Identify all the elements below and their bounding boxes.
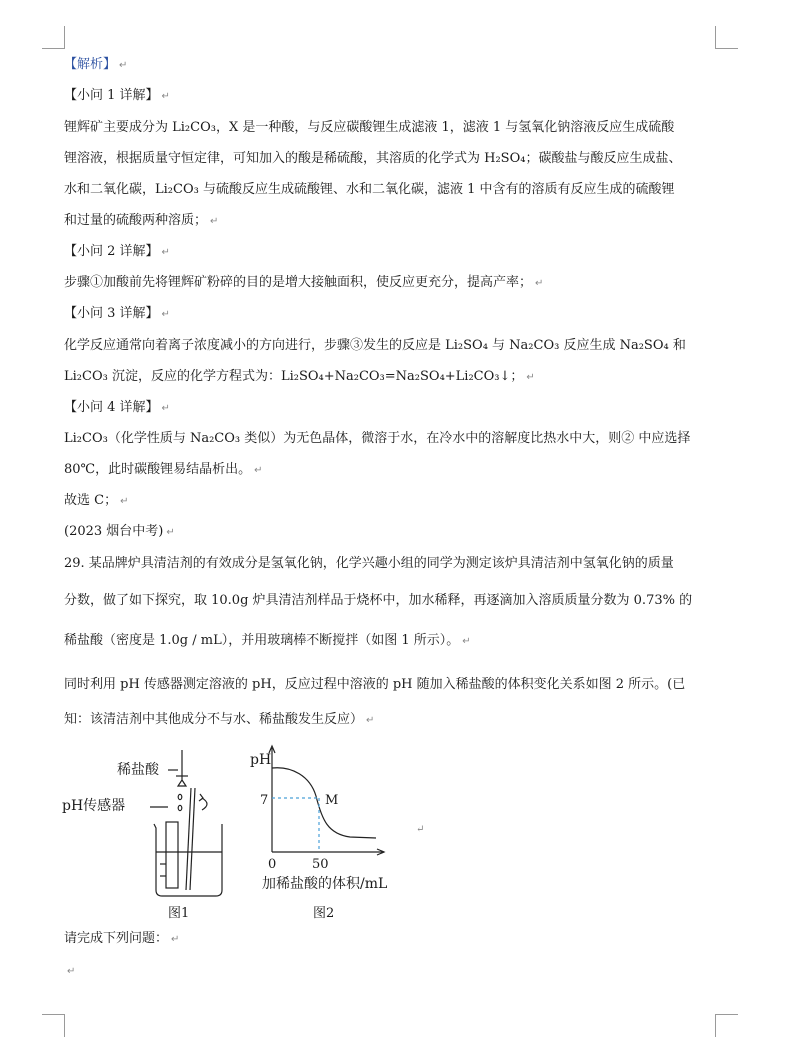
stir-arrow [202,798,207,810]
drop [178,805,182,810]
paragraph-line: 步骤①加酸前先将锂辉矿粉碎的目的是增大接触面积，使反应更充分，提高产率； ↵ [64,275,544,290]
paragraph-line: 化学反应通常向着离子浓度减小的方向进行，步骤③发生的反应是 Li₂SO₄ 与 Na₂CO₃ 反应生成 Na₂SO₄ 和 [64,338,686,353]
answer-line: 故选 C； ↵ [64,493,129,508]
x-axis-label: 加稀盐酸的体积/mL [262,876,388,892]
analysis-heading: 【解析】 ↵ [64,57,128,72]
page-corner-top-left [42,26,65,49]
question-line: 知：该清洁剂中其他成分不与水、稀盐酸发生反应） ↵ [64,712,375,727]
point-m-label: M [325,793,339,808]
subq3-heading: 【小问 3 详解】 ↵ [64,306,170,321]
dropper [178,750,186,786]
y-tick-7: 7 [260,793,269,808]
question-line: 29. 某品牌炉具清洁剂的有效成分是氢氧化钠，化学兴趣小组的同学为测定该炉具清洁剂中氢氧化钠的质量 [64,556,674,571]
subq4-heading: 【小问 4 详解】 ↵ [64,400,170,415]
paragraph-line: 水和二氧化碳，Li₂CO₃ 与硫酸反应生成硫酸锂、水和二氧化碳，滤液 1 中含有的溶质有反应生成的硫酸锂 [64,182,675,197]
question-line: 同时利用 pH 传感器测定溶液的 pH，反应过程中溶液的 pH 随加入稀盐酸的体积变化关系如图 2 所示。(已 [64,677,686,692]
drop [178,794,182,799]
x-tick-0: 0 [268,857,277,872]
figure1-apparatus [150,750,222,896]
empty-paragraph: ↵ [67,966,76,977]
subq1-heading: 【小问 1 详解】 ↵ [64,88,170,103]
paragraph-line: 锂溶液，根据质量守恒定律，可知加入的酸是稀硫酸，其溶质的化学式为 H₂SO₄；碳酸盐与酸反应生成盐、 [64,151,682,166]
y-axis-label: pH [250,752,272,768]
figures [60,740,440,930]
ph-curve [272,768,376,838]
page-corner-top-right [715,26,738,49]
x-tick-50: 50 [312,857,329,872]
page-corner-bottom-left [42,1014,65,1037]
paragraph-mark: ↵ [416,824,425,835]
paragraph-line: 80℃，此时碳酸锂易结晶析出。 ↵ [64,462,263,477]
paragraph-line: Li₂CO₃ 沉淀，反应的化学方程式为：Li₂SO₄+Na₂CO₃=Na₂SO₄+Li₂CO₃↓； ↵ [64,369,535,384]
prompt-line: 请完成下列问题： ↵ [64,931,180,946]
label-ph-sensor: pH传感器 [62,798,126,814]
ph-sensor-probe [166,822,178,888]
question-line: 分数，做了如下探究，取 10.0g 炉具清洁剂样品于烧杯中，加水稀释，再逐滴加入溶质质量分数为 0.73% 的 [64,593,693,608]
source-line: (2023 烟台中考) ↵ [64,524,175,539]
page-corner-bottom-right [715,1014,738,1037]
question-line: 稀盐酸（密度是 1.0g / mL），并用玻璃棒不断搅拌（如图 1 所示）。 ↵ [64,633,471,648]
subq2-heading: 【小问 2 详解】 ↵ [64,244,170,259]
figure2-caption: 图2 [313,906,335,921]
paragraph-line: Li₂CO₃（化学性质与 Na₂CO₃ 类似）为无色晶体，微溶于水，在冷水中的溶解度比热水中大，则② 中应选择 [64,431,691,446]
label-acid: 稀盐酸 [117,762,159,778]
paragraph-line: 锂辉矿主要成分为 Li₂CO₃，X 是一种酸，与反应碳酸锂生成滤液 1，滤液 1 与氢氧化钠溶液反应生成硫酸 [64,120,675,135]
figure-drawings [60,740,440,930]
figure1-caption: 图1 [168,906,190,921]
paragraph-line: 和过量的硫酸两种溶质； ↵ [64,213,219,228]
